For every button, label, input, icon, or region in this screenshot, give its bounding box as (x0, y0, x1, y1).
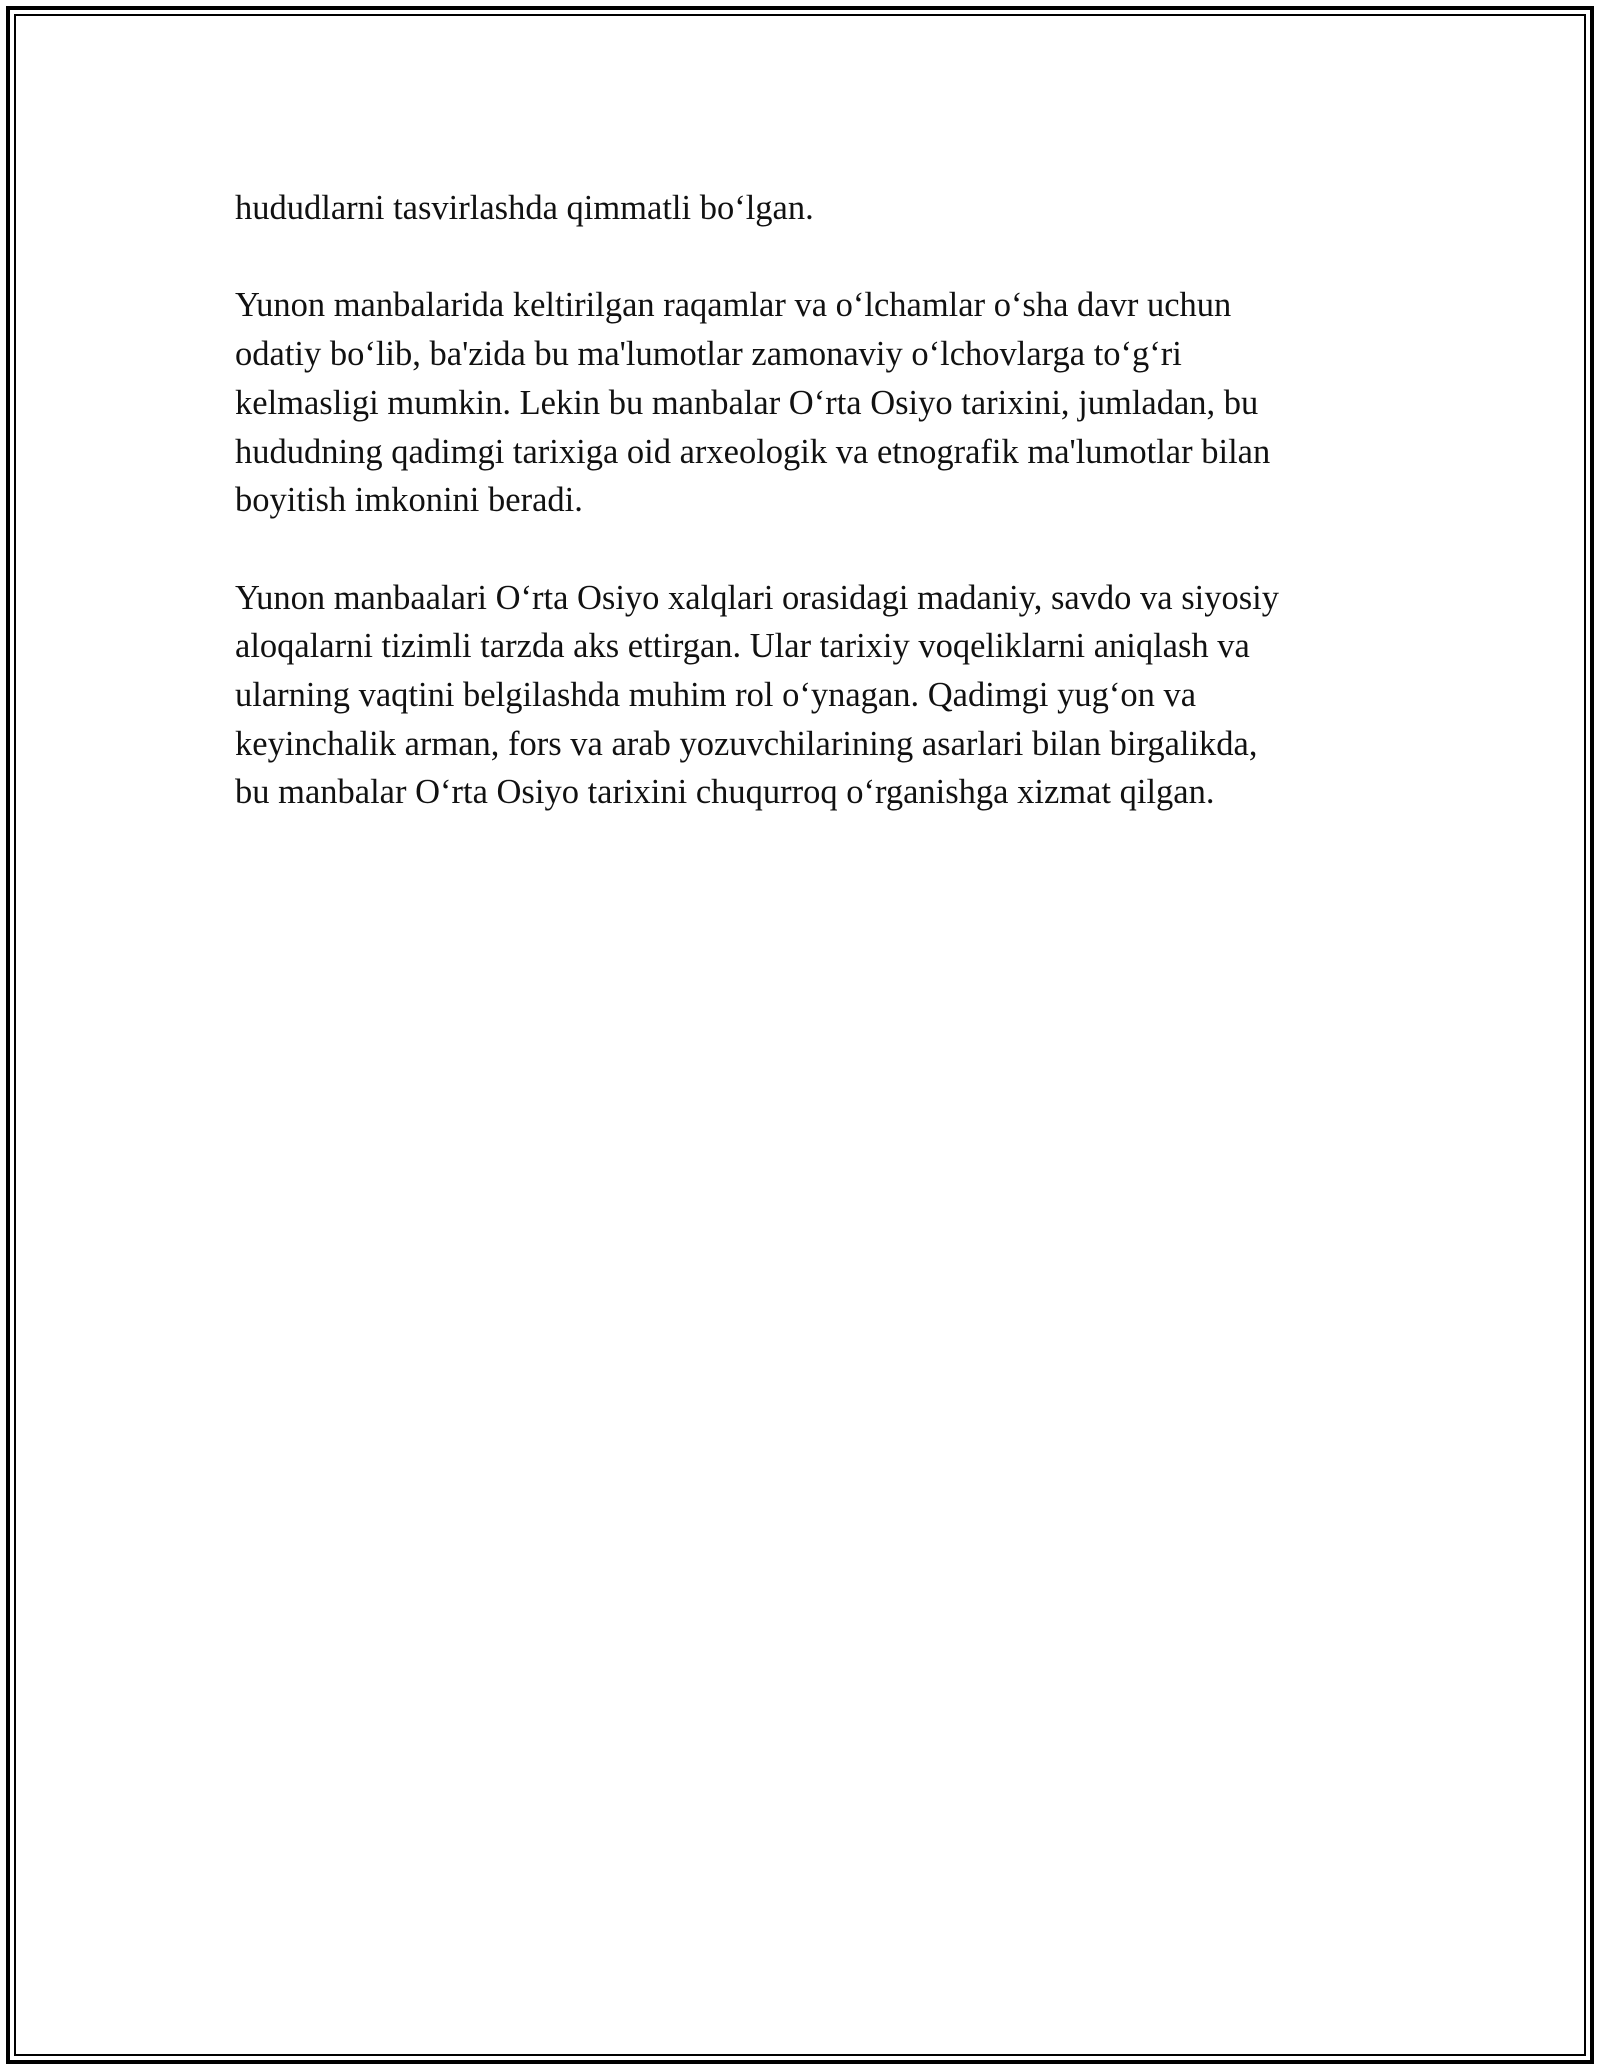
text-line: hududlarni tasvirlashda qimmatli bo‘lgan. (235, 189, 814, 227)
text-line: Yunon manbaalari O‘rta Osiyo xalqlari orasidagi madaniy, savdo va siyosiy (235, 578, 1280, 617)
document-body (235, 184, 1365, 866)
paragraph-2 (235, 281, 1365, 525)
text-line: kelmasligi mumkin. Lekin bu manbalar O‘rta Osiyo tarixini, jumladan, bu (235, 383, 1259, 422)
paragraph-1 (235, 184, 1365, 233)
paragraph-3 (235, 574, 1365, 818)
text-line: Yunon manbalarida keltirilgan raqamlar va o‘lchamlar o‘sha davr uchun (235, 286, 1232, 325)
text-line: boyitish imkonini beradi. (235, 481, 583, 520)
text-line: bu manbalar O‘rta Osiyo tarixini chuqurroq o‘rganishga xizmat qilgan. (235, 773, 1215, 812)
text-line: aloqalarni tizimli tarzda aks ettirgan. Ular tarixiy voqeliklarni aniqlash va (235, 627, 1250, 666)
text-line: keyinchalik arman, fors va arab yozuvchilarining asarlari bilan birgalikda, (235, 724, 1258, 763)
text-line: hududning qadimgi tarixiga oid arxeologik va etnografik ma'lumotlar bilan (235, 432, 1271, 471)
text-line: ularning vaqtini belgilashda muhim rol o‘ynagan. Qadimgi yug‘on va (235, 676, 1197, 714)
text-line: odatiy bo‘lib, ba'zida bu ma'lumotlar zamonaviy o‘lchovlarga to‘g‘ri (235, 335, 1182, 374)
